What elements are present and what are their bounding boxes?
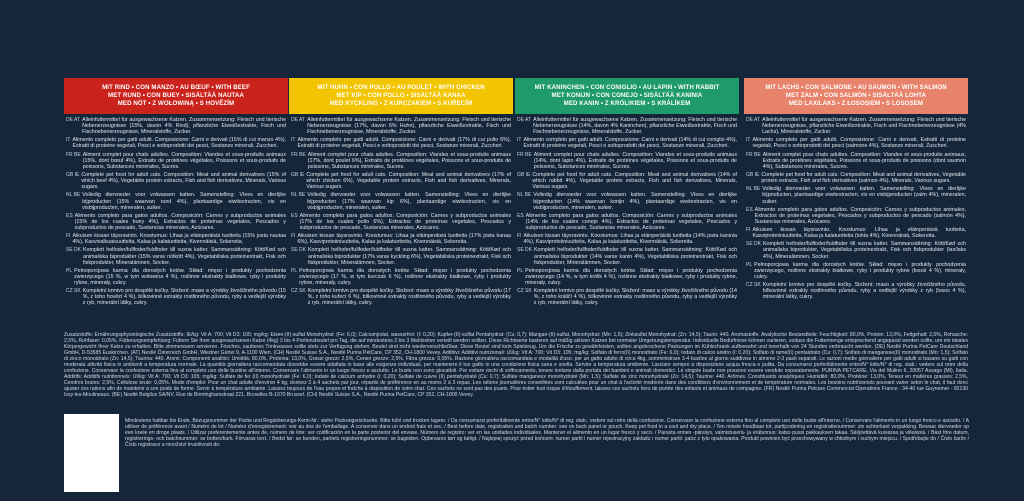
paragraph-text: Komplett helfoder/fullfoder/fuldfoder till vuxna katter. Sammansättning: Kött/Kød och animaliska biprodukter (15% varav nötkött 4%), Vegetabiliska proteinextrakt, Fisk och fiskprodukter, Mineralämnen, Socker. [83, 247, 286, 266]
country-flag: FI [66, 233, 71, 240]
country-flag: PL [746, 261, 753, 268]
paragraph-text: Alimento completo para gatos adultos. Composición: Carnes y subproductos animales (14% de los cuales conejo 4%), Extractos de proteínas vegetales, Pescados y subproductos de pescado, Sustancias minerales, Azúcares. [525, 212, 737, 231]
paragraph-text: Kompletní krmivo pro dospělé kočky. Složení: maso a výrobky živočišného původu (17 %, z toho kuřecí 6 %), bílkovinné extrakty rostlinného původu, ryby a vedlejší výrobky z ryb, minerální látky, cukry. [307, 288, 511, 307]
country-flag: NL BE [517, 192, 532, 199]
country-flag: IT [66, 137, 71, 144]
paragraph-text: Complete pet food for adult cats. Composition: Meat and animal derivatives, Vegetable protein extracts, Fish and fish derivatives (salmon 4%), Minerals, Various sugars. [761, 172, 966, 185]
country-flag: PL [291, 267, 298, 274]
composition-paragraph [291, 213, 511, 231]
paragraph-text: Alimento completo per gatti adulti. Composizione: Carni e derivati (17% di cui pollo 6%), Estratti di proteine vegetali, Pesci e sottoprodotti dei pesci, Sostanze minerali, Zuccheri. [297, 137, 511, 150]
composition-paragraph [66, 192, 286, 210]
composition-paragraph [291, 137, 511, 149]
paragraph-text: Complete pet food for adult cats. Composition: Meat and animal derivatives (17% of which chicken 6%), Vegetable protein extracts, Fish and fish derivatives, Minerals, Various sugars. [306, 172, 511, 191]
header-line: MIT KANINCHEN • CON CONIGLIO • AU LAPIN • WITH RABBIT [534, 84, 720, 91]
header-line: MED NÖT • Z WOŁOWINĄ • S HOVĚZÍM [117, 100, 235, 107]
composition-paragraph [66, 247, 286, 265]
composition-paragraph [746, 241, 966, 259]
country-flag: SE DK [517, 247, 533, 254]
paragraph-text: Alleinfuttermittel für ausgewachsene Katzen. Zusammensetzung: Fleisch und tierische Nebenerzeugnisse, pflanzliche Eiweißextrakte, Fisch und Fischnebenerzeugnisse (4% Lachs), Mineralstoffe, Zucker. [762, 117, 966, 136]
header-line: MED KYCKLING • Z KURCZAKIEM • S KUŘECÍM [329, 100, 473, 107]
panel-chicken [289, 78, 513, 309]
composition-paragraph [746, 186, 966, 204]
country-flag: IT [746, 137, 751, 144]
additives-text: Zusatzstoffe: Ernährungsphysiologische Zusatzstoffe: IE/kg: Vit A: 700; Vit D3: 105; mg/kg: Eisen-(II)-sulfat Monohydrat: (Fe: 6,0); Calciumjodat, wasserfrei: (I: 0,20); Kupfer-(II)-sulfat Pentahydrat: (Cu: 0,7); Mangan-(II)-sulfat, Monohydrat: (Mn: 1,5); Zinksulfat Monohydrat: (Zn: 14,5); Taurin: 440. Aromastoffe. Analytische Bestandteile: Feuchtigkeit: 80,0%, Protein: 13,0%, Fettgehalt: 2,5%, Rohasche: 2,5%, Rohfaser: 0,05%. Fütterungsempfehlung: Füttern Sie Ihrer ausgewachsenen Katze (4kg) 3 bis 4 Portionsbeutel pro Tag, die auf mindestens 2 bis 3 Mahlzeiten verteilt werden sollten. Diese Richtwerte basieren auf mäßig aktiven Katzen bei normaler Umgebungstemperatur. Individuelle Bedürfnisse können variieren, sodass die Futtermenge entsprechend angepasst werden sollte, um ein ideales Körpergewicht Ihrer Katze zu erhalten. Bitte zimmerwarm servieren. Frisches, sauberes Trinkwasser sollte stets zur Verfügung stehen. Beutel sind nicht wiederverschließbar. Diese Beutel sind kein Spielzeug. Um die Frische zu gewährleisten, sollten angebrochene Packungen im Kühlschrank aufbewahrt und innerhalb von 24 Stunden verbraucht werden. (DE) Nestlé Purina PetCare Deutschland GmbH, D-53585 Euskirchen. (AT) Nestlé Österreich GmbH, Wiedner Gürtel 9, A-1100 Wien. (CH) Nestlé Suisse S.A., Nestlé Purina PetCare, CP 352, CH-1800 Vevey. Additivi: Additivi nutrizionali: UI/kg: Vit A: 700; Vit D3: 105; mg/kg: Solfato di ferro(II) monoidrato (Fe: 6,0); Iodato di calcio anidro (I: 0,20); Solfato di rame(II) pentaidrato (Cu: 0,7); Solfato di manganese(II) monoidrato (Mn: 1,5); Solfato di zinco monoidrato (Zn: 14,5); Taurina: 440. Aromi. Componenti analitici: Umidità: 80,0%, Proteina: 13,0%, Grassi grezzi: 2,5%, Ceneri grezze: 2,5%, Fibra grezza: 0,05%. Razione giornaliera raccomandata e modalità d'uso: per un gatto adulto di circa 4kg, somministrare 3-4 bustine al giorno suddivise in almeno 2-3 pasti separati. Le razioni medie giornaliere per gatti adulti si basano su gatti con moderata attività fisica in ambienti a temperatura normale. La quantità giornaliera raccomandata dovrebbe essere adattata in base alle esigenze individuali, per mantenere il tuo gatto in una condizione fisica sana e snella. Servire a temperatura ambiente. Lasciare sempre a disposizione acqua fresca e pulita. Da consumarsi preferibilmente entro/N° lotto/N° di reg. stab.: vedere sul retro della confezione. Conservare la confezione esterna fino al completo uso delle bustine all'interno. Conservare l'alimento in un luogo fresco e asciutto. Le buste non sono giocattoli. Per evitare rischi di soffocamento, tenere lontano dalla portata dei bambini e animali domestici. Le singole buste non possono essere vendute separatamente. PURINA PETCARE, Via del Mulino 6, 20057 Assago (MI), Italia. Additifs: Additifs nutritionnels: UI/kg: Vit A: 700; Vit D3: 105; mg/kg: Sulfate de fer (II) monohydraté (Fe: 6,0); Iodate de calcium anhydre (I: 0,20); Sulfate de cuivre (II) pentahydraté (Cu: 0,7); Sulfate manganeux monohydraté (Mn: 1,5); Sulfate de zinc monohydraté (Zn: 14,5); Taurine: 440. Arômes. Constituants analytiques: Humidité: 80,0%, Protéine: 13,0%, Teneur en matières grasses: 2,5%, Cendres brutes: 2,5%, Cellulose brute: 0,05%. Mode d'emploi: Pour un chat adulte d'environ 4 kg, donnez 3 à 4 sachets par jour, répartis de préférence en au moins 2 à 3 repas. Les rations journalières conseillées sont calculées pour un chat à l'activité modérée dans des conditions d'environnement et de température normales. Les besoins nutritionnels pouvant varier selon le chat, il faut donc ajuster ces rations afin de maintenir à son poids de forme. Servir à température ambiante. Laissez toujours de l'eau propre et fraîche à disposition de votre chat. Ces sachets ne sont pas des jouets. Pour éviter tout risque d'étouffement, laissez ces sachets hors de portée des enfants et animaux de compagnie. (FR) Nestlé Purina Petcare Commercial Operations France - 34-40 rue Guynemer - 92130 Issy-les-Moulineaux. (BE) Nestlé Belgilux SA/NV, Rue de Birminghamstraat 221, Bruxelles B-1070 Brussel. (CH) Nestlé Suisse S.A., Nestlé Purina PetCare, CP 352, CH-1800 Vevey. [64, 332, 968, 399]
composition-paragraph [291, 247, 511, 265]
header-line: MIT LACHS • CON SALMONE • AU SAUMON • WITH SALMON [765, 84, 947, 91]
composition-paragraph [517, 233, 737, 245]
composition-paragraph [746, 172, 966, 184]
country-flag: NL BE [291, 192, 306, 199]
country-flag: ES [291, 212, 298, 219]
composition-paragraph [66, 213, 286, 231]
paragraph-text: Alimento completo per gatti adulti. Composizione: Carni e derivati (15% di cui manzo 4%), Estratti di proteine vegetali, Pesci e sottoprodotti dei pesci, Sostanze minerali, Zuccheri. [72, 137, 286, 150]
paragraph-text: Alleinfuttermittel für ausgewachsene Katzen. Zusammensetzung: Fleisch und tierische Nebenerzeugnisse (15%, davon 4% Rind), pflanzliche Eiweißextrakte, Fisch und Fischnebenerzeugnisse, Mineralstoffe, Zucker. [82, 117, 286, 136]
country-flag: GB IE [746, 172, 760, 179]
country-flag: CZ SK [517, 288, 532, 295]
paragraph-text: Complete pet food for adult cats. Composition: Meat and animal derivatives (14% of which rabbit 4%), Vegetable protein extracts, Fish and fish derivatives, Minerals, Various sugars. [532, 172, 737, 191]
composition-paragraph [746, 207, 966, 225]
composition-paragraph [517, 137, 737, 149]
panel-body [289, 114, 513, 306]
header-line: MIT HUHN • CON POLLO • AU POULET • WITH CHICKEN [317, 84, 485, 91]
country-flag: IT [517, 137, 522, 144]
composition-paragraph [517, 192, 737, 210]
country-flag: PL [66, 267, 73, 274]
paragraph-text: Alleinfuttermittel für ausgewachsene Katzen. Zusammensetzung: Fleisch und tierische Nebenerzeugnisse (14%, davon 4% Kaninchen), pflanzliche Eiweißextrakte, Fisch und Fischnebenerzeugnisse, Mineralstoffe, Zucker. [533, 117, 737, 136]
country-flag: DE AT [746, 117, 761, 123]
paragraph-text: Aliment complet pour chats adultes. Composition: Viandes et sous-produits animaux (14%, dont lapin 4%), Extraits de protéines végétales, Poissons et sous-produits de poissons, Substances minérales, Sucres. [533, 151, 737, 170]
panel-salmon [744, 78, 968, 302]
composition-paragraph [66, 152, 286, 170]
paragraph-text: Aikuisen kissan täysravinto. Koostumus: Lihaa ja eläinperäisiä tuotteita (15% josta nautaa 4%), Kasvivalkuaisuutteita, Kalaa ja kalatuotteita, Kivennäisiä, Sokereita. [72, 233, 286, 246]
paragraph-text: Pełnoporcjowa karma dla dorosłych kotów. Skład: mięso i produkty pochodzenia zwierzęcego (14 %, w tym królik 4 %), roślinne ekstrakty białkowe, ryby i produkty rybne, minerały, cukry. [525, 267, 737, 286]
country-flag: DE AT [66, 117, 81, 123]
paragraph-text: Complete pet food for adult cats. Composition: Meat and animal derivatives (15% of which beef 4%), Vegetable protein extracts, Fish and fish derivatives, Minerals, Various sugars. [81, 172, 286, 191]
country-flag: GB IE [66, 172, 80, 179]
barcode-area [64, 414, 119, 492]
country-flag: ES [66, 212, 73, 219]
country-flag: SE DK [66, 247, 82, 254]
country-flag: ES [746, 206, 753, 213]
composition-paragraph [746, 137, 966, 149]
country-flag: GB IE [517, 172, 531, 179]
composition-paragraph [517, 213, 737, 231]
composition-paragraph [746, 152, 966, 170]
paragraph-text: Volledig diervoeder voor volwassen katten. Samenstelling: Vlees en dierlijke bijproducten (15% waarvan rund 4%), plantaardige eiwitextracten, vis en visbijproducten, mineralen, suiker. [82, 192, 286, 211]
country-flag: PL [517, 267, 524, 274]
composition-paragraph [66, 137, 286, 149]
paragraph-text: Komplett helfoder/fullfoder/fuldfoder till vuxna katter. Sammansättning: Kött/Kød och animaliska biprodukter (14% varav kanin 4%), Vegetabiliska proteinextrakt, Fisk och fiskprodukter, Mineralämnen, Socker. [534, 247, 737, 266]
composition-paragraph [746, 227, 966, 239]
paragraph-text: Pełnoporcjowa karma dla dorosłych kotów. Skład: mięso i produkty pochodzenia zwierzęcego (15 %, w tym wołowina 4 %), roślinne ekstrakty białkowe, ryby i produkty rybne, minerały, cukry. [74, 267, 286, 286]
paragraph-text: Kompletní krmivo pro dospělé kočky. Složení: maso a výrobky živočišného původu, bílkovinné extrakty rostlinného původu, ryby a vedlejší výrobky z ryb (losos 4 %), minerální látky, cukry. [762, 282, 966, 301]
composition-paragraph [66, 117, 286, 135]
composition-paragraph [517, 152, 737, 170]
composition-paragraph [291, 288, 511, 306]
panel-header [289, 78, 513, 114]
panel-header [744, 78, 968, 114]
header-line: MET KONIJN • CON CONEJO • SISÄLTÄÄ KANINIA [551, 92, 703, 99]
country-flag: IT [291, 137, 296, 144]
panel-body [64, 114, 288, 306]
paragraph-text: Aliment complet pour chats adultes. Composition: Viandes et sous-produits animaux, Extraits de protéines végétales, Poissons et sous-produits de poissons (dont saumon 4%), Substances minérales, Sucres. [762, 151, 966, 170]
paragraph-text: Volledig diervoeder voor volwassen katten. Samenstelling: Vlees en dierlijke bijproducten (17% waarvan kip 6%), plantaardige eiwitextracten, vis en visbijproducten, mineralen, suiker. [307, 192, 511, 211]
panel-body [515, 114, 739, 306]
paragraph-text: Aikuisen kissan täysravinto. Koostumus: Lihaa ja eläinperäisiä tuotteita (17% josta kanaa 6%), Kasviproteiiniuutteita, Kalaa ja kalatuotteita, Kivennäisiä, Sokereita. [297, 233, 511, 246]
panel-rabbit [515, 78, 739, 309]
paragraph-text: Aliment complet pour chats adultes. Composition: Viandes et sous-produits animaux (15%, dont bœuf 4%), Extraits de protéines végétales, Poissons et sous-produits de poissons, Substances minérales, Sucres. [82, 151, 286, 170]
paragraph-text: Alimento completo per gatti adulti. Composizione: Carni e derivati, Estratti di proteine vegetali, Pesci e sottoprodotti dei pesci (salmone 4%), Sostanze minerali, Zuccheri. [752, 137, 966, 150]
paragraph-text: Kompletní krmivo pro dospělé kočky. Složení: maso a výrobky živočišného původu (15 %, z toho hovězí 4 %), bílkovinné extrakty rostlinného původu, ryby a vedlejší výrobky z ryb, minerální látky, cukry. [82, 288, 286, 307]
paragraph-text: Volledig diervoeder voor volwassen katten. Samenstelling: Vlees en dierlijke bijproducten, plantaardige eiwitextracten, vis en visbijproducten (zalm 4%), mineralen, suiker. [762, 186, 966, 205]
country-flag: FR BE [517, 151, 532, 158]
country-flag: FR BE [66, 151, 81, 158]
country-flag: SE DK [746, 241, 762, 248]
paragraph-text: Kompletní krmivo pro dospělé kočky. Složení: maso a výrobky živočišného původu (14 %, z toho králičí 4 %), bílkovinné extrakty rostlinného původu, ryby a vedlejší výrobky z ryb, minerální látky, cukry. [533, 288, 737, 307]
panel-body [744, 114, 968, 300]
composition-paragraph [517, 268, 737, 286]
paragraph-text: Volledig diervoeder voor volwassen katten. Samenstelling: Vlees en dierlijke bijproducten (14% waarvan konijn 4%), plantaardige eiwitextracten, vis en visbijproducten, mineralen, suiker. [533, 192, 737, 211]
country-flag: NL BE [746, 186, 761, 193]
country-flag: FR BE [746, 151, 761, 158]
country-flag: DE AT [517, 117, 532, 123]
paragraph-text: Aikuisen kissan täysravinto. Koostumus: Lihaa ja eläinperäisiä tuotteita (14% josta kaninia 4%), Kasviproteiiniuutteita, Kalaa ja kalatuotteita, Kivennäisiä, Sokereita. [523, 233, 737, 246]
composition-paragraph [517, 288, 737, 306]
storage-text: Mindestens haltbar bis Ende, Bezugsnummer der Partie und Registrierungs-Kenn-Nr.: siehe Packungsrückseite. Bitte kühl und trocken lagern. / Da consumarsi preferibilmente entro/N° lotto/N° di reg. stab.: vedere sul retro della confezione. Conservare la confezione esterna fino al completo uso delle buste all'interno. / Conservare l'alimento in un luogo fresco e asciutto. / A utiliser de préférence avant / Numéro de lot / Numéro d'enregistrement: voir au dos de l'emballage. A conserver dans un endroit frais et sec. / Best before date, registration and batch number: see on back panel or pouch. Keep pet food in a cool and dry place. / Ten minste houdbaar tot, partijcodering en registratienummer: zie achterkant verpakking. Bewaar diervoeder op een koele en droge plaats. / Utilizar preferentemente antes de, número de lote: ver codificación en la parte posterior del envase. Número de registro: ver en las unidades individuales. Mantener el alimento en un lugar fresco y seco. / Parasta ennen -päiväys, valmistuserä- ja erätunnus: katso pussi pakkauksen takaa. Säilytettävä kuivassa ja viileässä. / Bäst före datum, registrerings- och batchnummer: se botten/burk. Förvaras torrt. / Bedst før: se bunden, partiets registreringsnummer: se bagsiden. Opbevares tørt og køligt. / Najlepiej spożyć przed końcem: numer partii i numer rejestracyjny zakładu i numer partii: patrz z tyłu opakowania. Produkt powinien być przechowywany w chłodnym i suchym miejscu. / Spotřebujte do / Číslo šarže / Číslo registrace a množství trvanlivosti do: [125, 418, 969, 449]
country-flag: GB IE [291, 172, 305, 179]
country-flag: FI [746, 227, 751, 234]
header-line: MET RUND • CON BUEY • SISÄLTÄÄ NAUTAA [108, 92, 244, 99]
composition-paragraph [66, 288, 286, 306]
composition-paragraph [66, 233, 286, 245]
composition-paragraph [746, 282, 966, 300]
composition-paragraph [291, 172, 511, 190]
paragraph-text: Alimento completo per gatti adulti. Composizione: Carni e derivati (14% di cui coniglio 4%), Estratti di proteine vegetali, Pesci e sottoprodotti dei pesci, Sostanze minerali, Zuccheri. [523, 137, 737, 150]
country-flag: CZ SK [66, 288, 81, 295]
composition-paragraph [517, 172, 737, 190]
country-flag: SE DK [291, 247, 307, 254]
paragraph-text: Alimento completo para gatos adultos. Composición: Carnes y subproductos animales, Extractos de proteínas vegetales, Pescados y subproductos de pescado (salmón 4%), Sustancias minerales, Azúcares. [754, 206, 966, 225]
composition-paragraph [291, 268, 511, 286]
country-flag: ES [517, 212, 524, 219]
paragraph-text: Alimento completo para gatos adultos. Composición: Carnes y subproductos animales (15% de los cuales buey 4%), Extractos de proteínas vegetales, Pescados y subproductos de pescado, Sustancias minerales, Azúcares. [74, 212, 286, 231]
composition-paragraph [517, 247, 737, 265]
paragraph-text: Aikuisen kissan täysravinto. Koostumus: Lihaa ja eläinperäisiä tuotteita, Kasviproteiiniuutteita, Kalaa ja kalatuotteita (lohta 4%), Kivennäisiä, Sokereita. [752, 227, 966, 240]
country-flag: FI [291, 233, 296, 240]
composition-paragraph [517, 117, 737, 135]
paragraph-text: Komplett helfoder/fullfoder/fuldfoder till vuxna katter. Sammansättning: Kött/Kød och animaliska biprodukter, Vegetabiliska proteinextrakt, Fisk och fiskprodukter (lax/laks 4%), Mineralämnen, Socker. [763, 241, 966, 260]
composition-paragraph [746, 117, 966, 135]
paragraph-text: Komplett helfoder/fullfoder/fuldfoder till vuxna katter. Sammansättning: Kött/Kød och animaliska biprodukter (17% varav kyckling 6%), Vegetabiliska proteinextrakt, Fisk och fiskprodukter, Mineralämnen, Socker. [308, 247, 511, 266]
header-line: MED LAX/LAKS • Z ŁOSOSIEM • S LOSOSEM [788, 100, 924, 107]
composition-paragraph [291, 233, 511, 245]
header-line: MET ZALM • CON SALMÓN • SISÄLTÄÄ LOHTA [785, 92, 927, 99]
country-flag: FR BE [291, 151, 306, 158]
paragraph-text: Alleinfuttermittel für ausgewachsene Katzen. Zusammensetzung: Fleisch und tierische Nebenerzeugnisse (17%, davon 6% Huhn), pflanzliche Eiweißextrakte, Fisch und Fischnebenerzeugnisse, Mineralstoffe, Zucker. [307, 117, 511, 136]
paragraph-text: Aliment complet pour chats adultes. Composition: Viandes et sous-produits animaux (17%, dont poulet 6%), Extraits de protéines végétales, Poissons et sous-produits de poissons, Substances minérales, Sucres. [307, 151, 511, 170]
composition-paragraph [291, 192, 511, 210]
panel-beef [64, 78, 288, 309]
country-flag: DE AT [291, 117, 306, 123]
composition-paragraph [746, 262, 966, 280]
composition-paragraph [291, 152, 511, 170]
country-flag: CZ SK [746, 282, 761, 289]
header-line: MIT RIND • CON MANZO • AU BŒUF • WITH BEEF [102, 84, 250, 91]
header-line: MET KIP • CON POLLO • SISÄLTÄÄ KANAA [336, 92, 466, 99]
composition-paragraph [291, 117, 511, 135]
paragraph-text: Alimento completo para gatos adultos. Composición: Carnes y subproductos animales (17% de los cuales pollo 6%), Extractos de proteínas vegetales, Pescados y subproductos de pescado, Sustancias minerales, Azúcares. [299, 212, 511, 231]
country-flag: CZ SK [291, 288, 306, 295]
paragraph-text: Pełnoporcjowa karma dla dorosłych kotów. Skład: mięso i produkty pochodzenia zwierzęcego, roślinne ekstrakty białkowe, ryby i produkty rybne (łosoś 4 %), minerały, cukry. [754, 261, 966, 280]
header-line: MED KANIN • Z KRÓLIKIEM • S KRÁLÍKEM [563, 100, 691, 107]
composition-paragraph [66, 172, 286, 190]
paragraph-text: Pełnoporcjowa karma dla dorosłych kotów. Skład: mięso i produkty pochodzenia zwierzęcego (17 %, w tym kurczak 6 %), roślinne ekstrakty białkowe, ryby i produkty rybne, minerały, cukry. [299, 267, 511, 286]
panel-header [515, 78, 739, 114]
composition-paragraph [66, 268, 286, 286]
country-flag: NL BE [66, 192, 81, 199]
country-flag: FI [517, 233, 522, 240]
panel-header [64, 78, 288, 114]
